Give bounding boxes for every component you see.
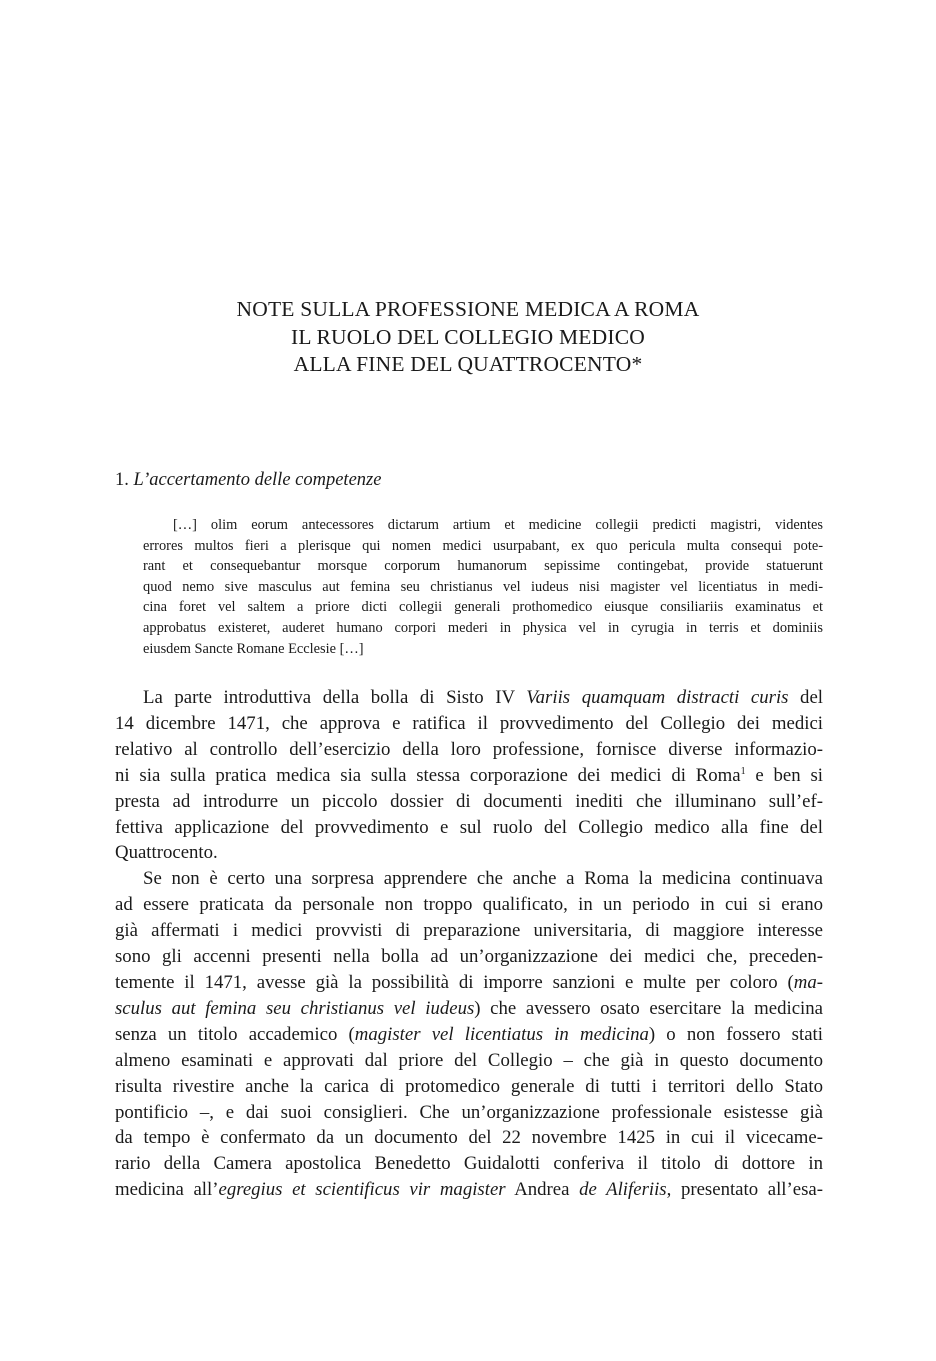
paragraph-2-line: ad essere praticata da personale non troppo qualificato, in un periodo in cui si erano [115, 894, 823, 916]
paragraph-1-line: La parte introduttiva della bolla di Sisto IV Variis quamquam distracti curis del [143, 687, 824, 708]
paragraph-2-line: medicina all’egregius et scientificus vir magister Andrea de Aliferiis, presentato all’esa- [115, 1179, 824, 1201]
section-title: L’accertamento delle competenze [133, 470, 382, 490]
block-quote [143, 515, 823, 659]
paragraph-2-line: sculus aut femina seu christianus vel iudeus) che avessero osato esercitare la medicina [115, 997, 823, 1019]
quote-line: eiusdem Sancte Romane Ecclesie […] [143, 640, 364, 657]
paragraph-1-line: Quattrocento. [115, 842, 218, 864]
quote-line: […] olim eorum antecessores dictarum artium et medicine collegii predicti magistri, videntes [173, 517, 823, 533]
paragraph-1-line: presta ad introdurre un piccolo dossier di documenti inediti che illuminano sull’ef- [115, 790, 823, 812]
paragraph-2-line: sono gli accenni presenti nella bolla ad un’organizzazione dei medici che, preceden- [115, 946, 823, 968]
paragraph-2-line: temente il 1471, avesse già la possibilità di imporre sanzioni e multe per coloro (ma- [115, 971, 823, 993]
quote-line: quod nemo sive masculus aut femina seu christianus vel iudeus nisi magister vel licentiatus in medi- [143, 578, 823, 595]
title-line-2: IL RUOLO DEL COLLEGIO MEDICO [291, 324, 645, 349]
section-heading [115, 468, 381, 492]
paragraph-2-line: già affermati i medici provvisti di preparazione universitaria, di maggiore interesse [115, 920, 823, 942]
paragraph-1-line: 14 dicembre 1471, che approva e ratifica il provvedimento del Collegio dei medici [115, 712, 823, 734]
title-line-3: ALLA FINE DEL QUATTROCENTO* [293, 352, 643, 376]
section-number: 1. [115, 470, 129, 490]
article-title [0, 296, 936, 379]
title-line-1: NOTE SULLA PROFESSIONE MEDICA A ROMA [236, 297, 700, 321]
paragraph-1-line: ni sia sulla pratica medica sia sulla stessa corporazione dei medici di Roma$^1$ e ben si [115, 764, 823, 786]
footnote-ref: 1 [740, 765, 746, 777]
paragraph-1-line: relativo al controllo dell’esercizio della loro professione, fornisce diverse informazio- [115, 738, 823, 760]
paragraph-2-line: pontificio –, e dai suoi consiglieri. Che un’organizzazione professionale esistesse già [115, 1101, 823, 1123]
quote-line: errores multos fieri a plerisque qui nomen medici usurpabant, ex quo pericula multa consequi pote- [143, 537, 823, 554]
paragraph-1-line: fettiva applicazione del provvedimento e sul ruolo del Collegio medico alla fine del [115, 816, 823, 838]
paragraph-2-line: risulta rivestire anche la carica di protomedico generale di tutti i territori dello Stato [115, 1075, 823, 1097]
paragraph-2-line: senza un titolo accademico (magister vel licentiatus in medicina) o non fossero stati [115, 1023, 823, 1045]
quote-line: cina foret vel saltem a priore dicti collegii generali prothomedico eiusque consiliariis examinatus et [143, 599, 823, 616]
paragraph-2-line: almeno esaminati e approvati dal priore del Collegio – che già in questo documento [115, 1049, 823, 1071]
quote-line: approbatus existeret, auderet humano corpori mederi in physica vel in cyrugia in terris et dominiis [143, 619, 823, 636]
body-text [115, 685, 823, 1203]
quote-line: rant et consequebantur morsque corporum humanorum sepissime contingebat, provide statuerunt [143, 558, 823, 575]
paragraph-2-line: Se non è certo una sorpresa apprendere che anche a Roma la medicina continuava [143, 868, 823, 890]
paragraph-2-line: da tempo è confermato da un documento del 22 novembre 1425 in cui il vicecame- [115, 1127, 823, 1149]
paragraph-2-line: rario della Camera apostolica Benedetto Guidalotti conferiva il titolo di dottore in [115, 1153, 823, 1175]
